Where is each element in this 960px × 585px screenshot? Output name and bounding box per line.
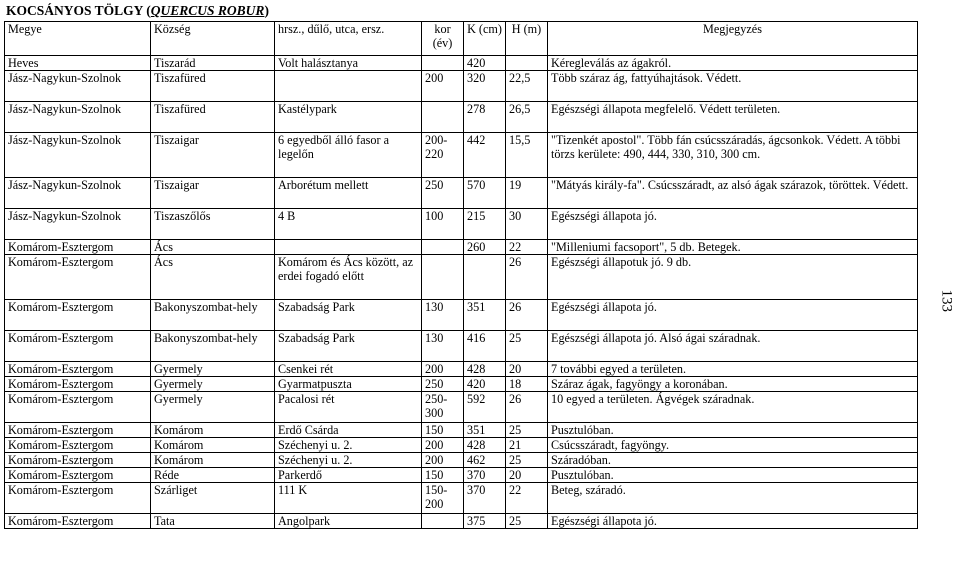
- cell-k: 215: [464, 209, 506, 240]
- cell-kozseg: Tiszarád: [151, 56, 275, 71]
- cell-kozseg: Komárom: [151, 438, 275, 453]
- cell-hrsz: [275, 240, 422, 255]
- cell-hrsz: Szabadság Park: [275, 331, 422, 362]
- cell-megjegyzes: 10 egyed a területen. Ágvégek száradnak.: [548, 392, 918, 423]
- cell-megye: Komárom-Esztergom: [5, 453, 151, 468]
- table-row: [5, 240, 918, 255]
- table-row: [5, 423, 918, 438]
- table-row: [5, 483, 918, 514]
- cell-kor: 150: [422, 423, 464, 438]
- cell-h: 30: [506, 209, 548, 240]
- cell-megjegyzes: Egészségi állapota jó.: [548, 514, 918, 529]
- title-latin-name: QUERCUS ROBUR: [150, 3, 265, 18]
- cell-hrsz: Arborétum mellett: [275, 178, 422, 209]
- cell-h: 22,5: [506, 71, 548, 102]
- cell-megjegyzes: "Milleniumi facsoport", 5 db. Betegek.: [548, 240, 918, 255]
- cell-h: 26: [506, 300, 548, 331]
- cell-h: 22: [506, 483, 548, 514]
- header-k: K (cm): [464, 22, 506, 56]
- cell-kozseg: Ács: [151, 240, 275, 255]
- cell-h: 26: [506, 255, 548, 300]
- table-row: [5, 209, 918, 240]
- table-row: [5, 255, 918, 300]
- cell-kor: [422, 255, 464, 300]
- cell-kozseg: Komárom: [151, 423, 275, 438]
- table-header-row: [5, 22, 918, 56]
- cell-hrsz: Gyarmatpuszta: [275, 377, 422, 392]
- cell-kozseg: Réde: [151, 468, 275, 483]
- cell-megjegyzes: Kéregleválás az ágakról.: [548, 56, 918, 71]
- table-row: [5, 331, 918, 362]
- cell-megye: Komárom-Esztergom: [5, 514, 151, 529]
- table-row: [5, 377, 918, 392]
- cell-kor: 200: [422, 453, 464, 468]
- cell-kozseg: Tiszaigar: [151, 178, 275, 209]
- cell-kozseg: Szárliget: [151, 483, 275, 514]
- cell-h: 20: [506, 468, 548, 483]
- page-title: [6, 3, 269, 19]
- table-row: [5, 514, 918, 529]
- table-row: [5, 392, 918, 423]
- cell-k: 428: [464, 362, 506, 377]
- cell-megjegyzes: Beteg, száradó.: [548, 483, 918, 514]
- cell-hrsz: Széchenyi u. 2.: [275, 438, 422, 453]
- cell-kozseg: Ács: [151, 255, 275, 300]
- cell-kor: 130: [422, 331, 464, 362]
- table-row: [5, 362, 918, 377]
- cell-kor: 200: [422, 71, 464, 102]
- oak-register-table: [4, 21, 918, 529]
- cell-hrsz: Széchenyi u. 2.: [275, 453, 422, 468]
- cell-k: 462: [464, 453, 506, 468]
- table-row: [5, 438, 918, 453]
- cell-megye: Komárom-Esztergom: [5, 468, 151, 483]
- cell-megjegyzes: Száradóban.: [548, 453, 918, 468]
- cell-kor: [422, 240, 464, 255]
- page-number: 133: [938, 289, 955, 312]
- header-megjegyzes: Megjegyzés: [548, 22, 918, 56]
- table-row: [5, 453, 918, 468]
- cell-h: 15,5: [506, 133, 548, 178]
- header-hrsz: hrsz., dűlő, utca, ersz.: [275, 22, 422, 56]
- cell-hrsz: 6 egyedből álló fasor a legelőn: [275, 133, 422, 178]
- cell-megye: Komárom-Esztergom: [5, 300, 151, 331]
- cell-megye: Komárom-Esztergom: [5, 362, 151, 377]
- table-row: [5, 102, 918, 133]
- cell-kozseg: Bakonyszombat-hely: [151, 300, 275, 331]
- cell-megye: Komárom-Esztergom: [5, 377, 151, 392]
- cell-hrsz: Csenkei rét: [275, 362, 422, 377]
- cell-k: 351: [464, 423, 506, 438]
- cell-k: 260: [464, 240, 506, 255]
- cell-kor: 150: [422, 468, 464, 483]
- cell-megye: Heves: [5, 56, 151, 71]
- cell-megjegyzes: Egészségi állapota jó. Alsó ágai száradnak.: [548, 331, 918, 362]
- cell-megye: Komárom-Esztergom: [5, 438, 151, 453]
- cell-megye: Komárom-Esztergom: [5, 255, 151, 300]
- cell-h: 25: [506, 453, 548, 468]
- table-body: [5, 56, 918, 529]
- cell-megjegyzes: Egészségi állapotuk jó. 9 db.: [548, 255, 918, 300]
- cell-h: 26: [506, 392, 548, 423]
- cell-kozseg: Tiszaigar: [151, 133, 275, 178]
- cell-h: 22: [506, 240, 548, 255]
- cell-megjegyzes: Több száraz ág, fattyúhajtások. Védett.: [548, 71, 918, 102]
- cell-hrsz: 111 K: [275, 483, 422, 514]
- cell-kozseg: Bakonyszombat-hely: [151, 331, 275, 362]
- cell-h: 20: [506, 362, 548, 377]
- cell-k: 428: [464, 438, 506, 453]
- cell-kozseg: Tiszafüred: [151, 71, 275, 102]
- table-row: [5, 56, 918, 71]
- cell-kor: 100: [422, 209, 464, 240]
- cell-k: 570: [464, 178, 506, 209]
- cell-k: 278: [464, 102, 506, 133]
- cell-kozseg: Tiszaszőlős: [151, 209, 275, 240]
- cell-kor: 200: [422, 438, 464, 453]
- cell-megjegyzes: "Mátyás király-fa". Csúcsszáradt, az alsó ágak szárazok, töröttek. Védett.: [548, 178, 918, 209]
- cell-kozseg: Gyermely: [151, 377, 275, 392]
- header-kozseg: Község: [151, 22, 275, 56]
- cell-hrsz: 4 B: [275, 209, 422, 240]
- cell-h: 21: [506, 438, 548, 453]
- cell-hrsz: Angolpark: [275, 514, 422, 529]
- table-row: [5, 133, 918, 178]
- cell-megjegyzes: Pusztulóban.: [548, 423, 918, 438]
- table-row: [5, 300, 918, 331]
- cell-megye: Komárom-Esztergom: [5, 331, 151, 362]
- cell-kozseg: Gyermely: [151, 362, 275, 377]
- cell-k: [464, 255, 506, 300]
- header-kor: kor (év): [422, 22, 464, 56]
- cell-k: 592: [464, 392, 506, 423]
- cell-kor: 200: [422, 362, 464, 377]
- cell-megjegyzes: Csúcsszáradt, fagyöngy.: [548, 438, 918, 453]
- header-megye: Megye: [5, 22, 151, 56]
- cell-k: 375: [464, 514, 506, 529]
- cell-hrsz: Volt halásztanya: [275, 56, 422, 71]
- cell-kor: 150-200: [422, 483, 464, 514]
- cell-h: [506, 56, 548, 71]
- cell-hrsz: Erdő Csárda: [275, 423, 422, 438]
- cell-k: 351: [464, 300, 506, 331]
- cell-kor: 200-220: [422, 133, 464, 178]
- cell-kozseg: Komárom: [151, 453, 275, 468]
- cell-megye: Jász-Nagykun-Szolnok: [5, 178, 151, 209]
- cell-kor: 130: [422, 300, 464, 331]
- cell-kozseg: Gyermely: [151, 392, 275, 423]
- cell-hrsz: Komárom és Ács között, az erdei fogadó előtt: [275, 255, 422, 300]
- title-prefix: KOCSÁNYOS TÖLGY (: [6, 3, 151, 18]
- cell-h: 18: [506, 377, 548, 392]
- cell-megjegyzes: Egészségi állapota jó.: [548, 209, 918, 240]
- cell-h: 25: [506, 514, 548, 529]
- cell-k: 420: [464, 377, 506, 392]
- cell-megjegyzes: 7 további egyed a területen.: [548, 362, 918, 377]
- cell-megye: Jász-Nagykun-Szolnok: [5, 71, 151, 102]
- table-row: [5, 178, 918, 209]
- cell-k: 420: [464, 56, 506, 71]
- cell-hrsz: Parkerdő: [275, 468, 422, 483]
- cell-kor: 250-300: [422, 392, 464, 423]
- cell-hrsz: [275, 71, 422, 102]
- table-row: [5, 71, 918, 102]
- cell-megjegyzes: Egészségi állapota megfelelő. Védett területen.: [548, 102, 918, 133]
- cell-h: 25: [506, 331, 548, 362]
- cell-megye: Komárom-Esztergom: [5, 423, 151, 438]
- cell-k: 416: [464, 331, 506, 362]
- cell-megjegyzes: "Tizenkét apostol". Több fán csúcsszáradás, ágcsonkok. Védett. A többi törzs kerülete: 490, 444, 330, 310, 300 cm.: [548, 133, 918, 178]
- title-suffix: ): [264, 3, 269, 18]
- cell-h: 26,5: [506, 102, 548, 133]
- cell-h: 19: [506, 178, 548, 209]
- cell-kor: [422, 514, 464, 529]
- cell-megjegyzes: Száraz ágak, fagyöngy a koronában.: [548, 377, 918, 392]
- cell-hrsz: Pacalosi rét: [275, 392, 422, 423]
- cell-megjegyzes: Pusztulóban.: [548, 468, 918, 483]
- cell-kor: 250: [422, 377, 464, 392]
- cell-kor: [422, 102, 464, 133]
- cell-megye: Komárom-Esztergom: [5, 392, 151, 423]
- cell-kor: [422, 56, 464, 71]
- cell-k: 442: [464, 133, 506, 178]
- table-row: [5, 468, 918, 483]
- cell-megye: Jász-Nagykun-Szolnok: [5, 133, 151, 178]
- cell-megye: Komárom-Esztergom: [5, 240, 151, 255]
- cell-hrsz: Kastélypark: [275, 102, 422, 133]
- cell-k: 320: [464, 71, 506, 102]
- cell-megjegyzes: Egészségi állapota jó.: [548, 300, 918, 331]
- cell-megye: Jász-Nagykun-Szolnok: [5, 209, 151, 240]
- cell-k: 370: [464, 483, 506, 514]
- cell-h: 25: [506, 423, 548, 438]
- cell-hrsz: Szabadság Park: [275, 300, 422, 331]
- header-h: H (m): [506, 22, 548, 56]
- cell-megye: Komárom-Esztergom: [5, 483, 151, 514]
- cell-kor: 250: [422, 178, 464, 209]
- cell-kozseg: Tiszafüred: [151, 102, 275, 133]
- cell-kozseg: Tata: [151, 514, 275, 529]
- cell-megye: Jász-Nagykun-Szolnok: [5, 102, 151, 133]
- cell-k: 370: [464, 468, 506, 483]
